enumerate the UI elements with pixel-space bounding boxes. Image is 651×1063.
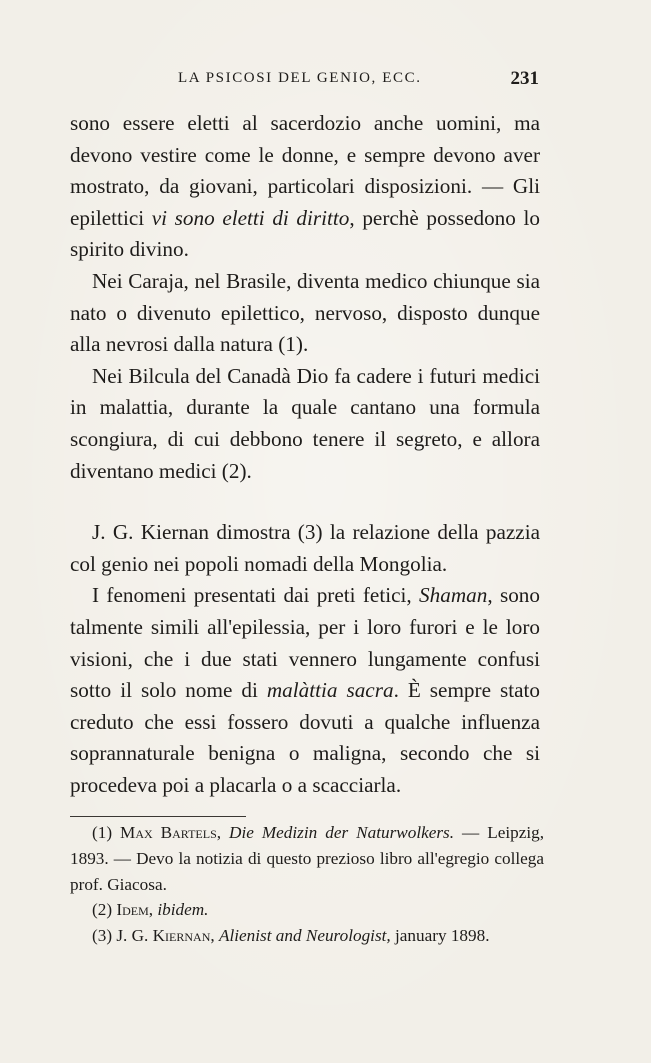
- author-name: Kiernan: [152, 926, 211, 946]
- paragraph-caraja: [70, 266, 540, 361]
- running-title: LA PSICOSI DEL GENIO, ECC.: [178, 70, 422, 86]
- text-segment: (1): [92, 823, 121, 842]
- footnote-divider: [70, 816, 246, 817]
- journal-title: Alienist and Neurologist,: [218, 926, 391, 946]
- footnote-2: [70, 897, 544, 923]
- page-number: 231: [510, 68, 539, 89]
- footnote-3: [70, 923, 544, 949]
- italic-term: malàttia sacra: [266, 678, 394, 703]
- paragraph-shaman: [70, 580, 540, 801]
- text-segment: ,: [210, 926, 219, 946]
- footnotes: [70, 820, 544, 949]
- footnote-1: [70, 820, 544, 897]
- text-segment: ,: [148, 900, 158, 920]
- text-segment: january 1898.: [390, 926, 490, 946]
- text-segment: J. G. Kiernan dimostra (3) la relazione della pazzia col genio nei popoli nomadi della Mongolia.: [70, 520, 540, 576]
- book-title: Die Medizin der Naturwolkers.: [229, 823, 455, 842]
- text-segment: ,: [216, 823, 230, 842]
- text-segment: (2): [92, 900, 117, 920]
- author-name: Max Bartels: [120, 823, 217, 842]
- italic-phrase: vi sono eletti di diritto: [151, 205, 350, 230]
- paragraph-bilcula: [70, 361, 540, 487]
- italic-term: Shaman: [419, 583, 488, 608]
- text-segment: , sono talmente simili all'epilessia, per i loro furori e le loro visioni, che i due stati vennero lungamente confusi sotto il solo nome di: [70, 583, 540, 703]
- text-segment: Nei Bilcula del Canadà Dio fa cadere i futuri medici in malattia, durante la quale cantano una formula scongiura, di cui debbono tenere il segreto, e allora diventano medici (2).: [70, 363, 540, 483]
- text-segment: (3) J. G.: [92, 926, 153, 946]
- text-segment: — Leipzig, 1893. — Devo la notizia di questo prezioso libro all'egregio collega prof. Giacosa.: [70, 823, 545, 894]
- text-segment: . È sempre stato creduto che essi fossero dovuti a qualche influenza soprannaturale benigna o maligna, secondo che si procedeva poi a placarla o a scacciarla.: [70, 678, 540, 797]
- body-text: [70, 108, 540, 801]
- author-name: Idem: [116, 900, 149, 920]
- paragraph-continuation: [70, 108, 540, 266]
- text-segment: I fenomeni presentati dai preti fetici,: [92, 583, 420, 608]
- page-header: [178, 68, 539, 94]
- paragraph-kiernan: [70, 517, 540, 580]
- text-segment: sono essere eletti al sacerdozio anche uomini, ma devono vestire come le donne, e sempre devono aver mostrato, da giovani, particolari disposizioni. — Gli epilettici: [70, 111, 540, 230]
- text-segment: Nei Caraja, nel Brasile, diventa medico chiunque sia nato o divenuto epilettico, nervoso, disposto dunque alla nevrosi dalla natura (1).: [70, 268, 540, 357]
- book-title: ibidem.: [157, 900, 209, 920]
- text-segment: , perchè possedono lo spirito divino.: [70, 205, 540, 262]
